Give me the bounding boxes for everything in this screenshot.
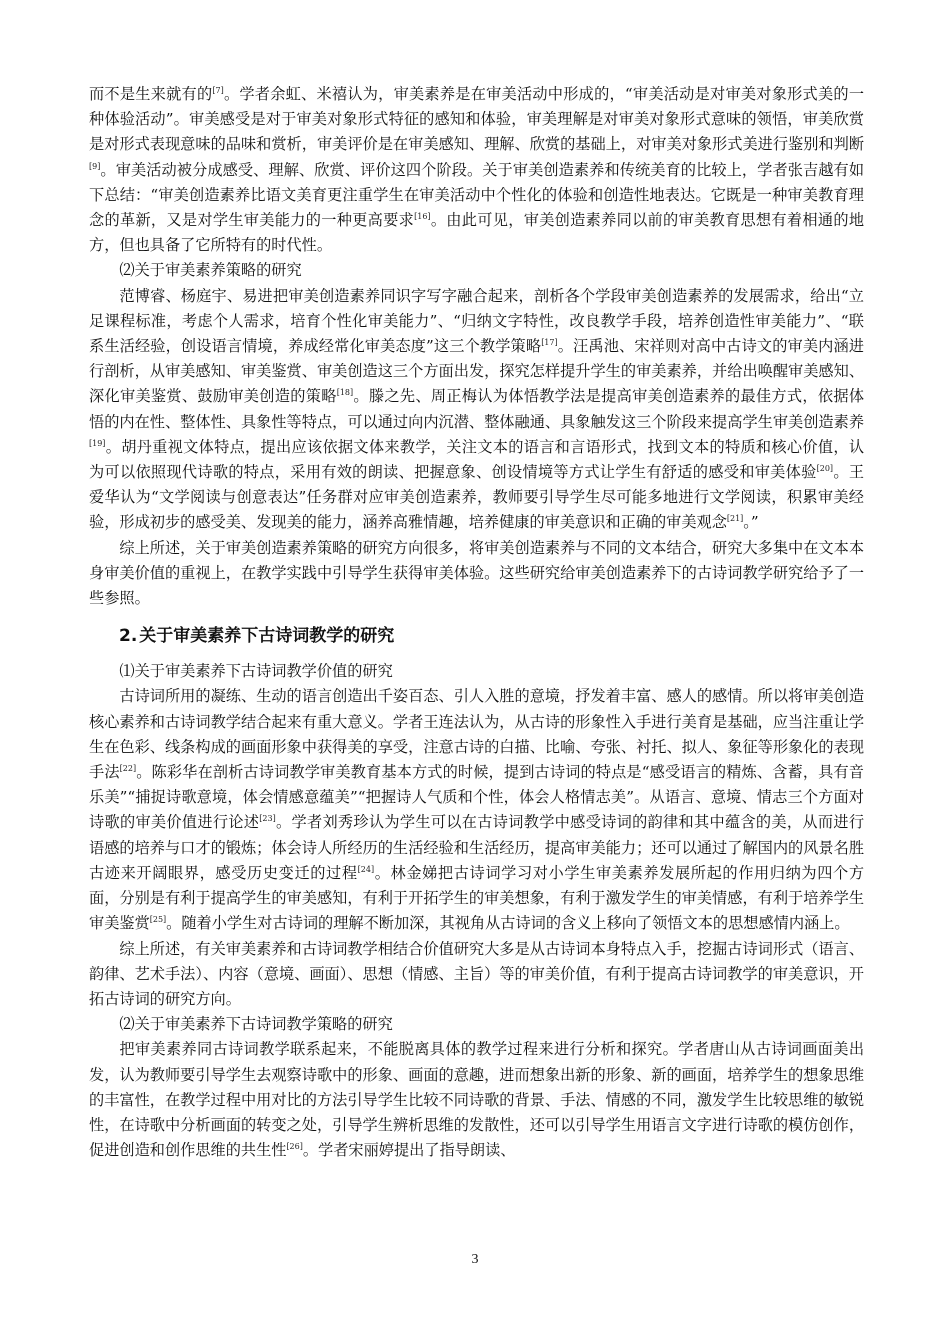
subheading-strategy-research: ⑵关于审美素养策略的研究 (119, 261, 302, 280)
paragraph-teaching-value-summary: 综上所述，有关审美素养和古诗词教学相结合价值研究大多是从古诗词本身特点入手，挖掘古诗词形式（语言、韵律、艺术手法）、内容（意境、画面）、思想（情感、主旨）等的审美价值，有利于提高古诗词教学的审美意识，开拓古诗词的研究方向。 (89, 939, 864, 1008)
citation-ref: [26] (286, 1142, 303, 1152)
text-run: 而不是生来就有的 (89, 85, 213, 103)
text-run: 。陈彩华在剖析古诗词教学审美教育基本方式的时候，提到古诗词的特点是“感受语言的精炼、含蓄，具有音乐美”“捕捉诗歌意境，体会情感意蕴美”“把握诗人气质和个性，体会人格情志美”。从语言、意境、情志三个方面对诗歌的审美价值进行论述 (89, 763, 864, 832)
subheading-teaching-strategy: ⑵关于审美素养下古诗词教学策略的研究 (119, 1015, 393, 1034)
text-run: 。林金娣把古诗词学习对小学生审美素养发展所起的作用归纳为四个方面，分别是有利于提高学生的审美感知，有利于开拓学生的审美想象，有利于激发学生的审美情感，有利于培养学生审美鉴赏 (89, 863, 865, 933)
paragraph-strategy-research (89, 284, 864, 536)
text-run: 。审美活动被分成感受、理解、欣赏、评价这四个阶段。关于审美创造素养和传统美育的比较上，学者张吉越有如下总结：“审美创造素养比语文美育更注重学生在审美活动中个性化的体验和创造性地表达。它既是一种审美教育理念的革新，又是对学生审美能力的一种更高要求 (89, 160, 864, 230)
text-run: 。由此可见，审美创造素养同以前的审美教育思想有着相通的地方，但也具备了它所特有的时代性。 (89, 211, 865, 255)
citation-ref: [24] (357, 864, 375, 874)
citation-ref: [22] (119, 764, 137, 774)
citation-ref: [17] (541, 338, 558, 348)
page-number: 3 (471, 1252, 479, 1267)
paragraph-aesthetic-literacy-definition (89, 82, 864, 258)
citation-ref: [7] (212, 86, 224, 95)
text-run: 。学者刘秀珍认为学生可以在古诗词教学中感受诗词的韵律和其中蕴含的美，从而进行语感的培养与口才的锻炼；体会诗人所经历的生活经验和生活经历，提高审美能力；还可以通过了解国内的风景名胜古迹来开阔眼界，感受历史变迁的过程 (89, 813, 865, 882)
subheading-teaching-value: ⑴关于审美素养下古诗词教学价值的研究 (119, 662, 393, 681)
text-run: 。王爱华认为“文学阅读与创意表达”任务群对应审美创造素养，教师要引导学生尽可能多地进行文学阅读，积累审美经验，形成初步的感受美、发现美的能力，涵养高雅情趣，培养健康的审美意识和正确的审美观念 (89, 463, 865, 532)
citation-ref: [21] (726, 514, 744, 524)
text-run: 范博睿、杨庭宇、易进把审美创造素养同识字写字融合起来，剖析各个学段审美创造素养的发展需求，给出“立足课程标准，考虑个人需求，培育个性化审美能力”、“归纳文字特性，改良教学手段，培养创造性审美能力”、“联系生活经验，创设语言情境，养成经常化审美态度”这三个教学策略 (89, 286, 864, 356)
document-body (89, 82, 864, 1163)
text-run: 古诗词所用的凝练、生动的语言创造出千姿百态、引人入胜的意境，抒发着丰富、感人的感情。所以将审美创造核心素养和古诗词教学结合起来有重大意义。学者王连法认为，从古诗的形象性入手进行美育是基础，应当注重让学生在色彩、线条构成的画面形象中获得美的享受，注意古诗的白描、比喻、夸张、衬托、拟人、象征等形象化的表现手法 (89, 687, 864, 782)
text-run: 。” (743, 513, 759, 532)
text-run: 。滕之先、周正梅认为体悟教学法是提高审美创造素养的最佳方式，依据体悟的内在性、整体性、具象性等特点，可以通过向内沉潜、整体融通、具象触发这三个阶段来提高学生审美创造素养 (89, 387, 865, 431)
text-run: 把审美素养同古诗词教学联系起来，不能脱离具体的教学过程来进行分析和探究。学者唐山从古诗词画面美出发，认为教师要引导学生去观察诗歌中的形象、画面的意趣，进而想象出新的形象、新的画面，培养学生的想象思维的丰富性，在教学过程中用对比的方法引导学生比较不同诗歌的背景、手法、情感的不同，激发学生比较思维的敏锐性，在诗歌中分析画面的转变之处，引导学生辨析思维的发散性，还可以引导学生用语言文字进行诗歌的模仿创作，促进创造和创作思维的共生性 (89, 1040, 864, 1160)
paragraph-strategy-summary: 综上所述，关于审美创造素养策略的研究方向很多，将审美创造素养与不同的文本结合，研究大多集中在文本本身审美价值的重视上，在教学实践中引导学生获得审美体验。这些研究给审美创造素养下的古诗词教学研究给予了一些参照。 (89, 538, 864, 608)
citation-ref: [25] (149, 915, 167, 925)
section-number: 2. (119, 626, 138, 647)
citation-ref: [18] (336, 388, 354, 398)
text-run: 。学者余虹、米禧认为，审美素养是在审美活动中形成的，“审美活动是对审美对象形式美的一种体验活动”。审美感受是对于审美对象形式特征的感知和体验，审美理解是对审美对象形式意味的领悟，审美欣赏是对形式表现意味的品味和赏析，审美评价是在审美感知、理解、欣赏的基础上，对审美对象形式美进行鉴别和判断 (89, 85, 865, 154)
text-run: 。胡丹重视文体特点，提出应该依据文体来教学，关注文本的语言和言语形式，找到文本的特质和核心价值，认为可以依照现代诗歌的特点，采用有效的朗读、把握意象、创设情境等方式让学生有舒适的感受和审美体验 (89, 437, 864, 482)
section-heading (89, 623, 864, 649)
text-run: 。学者宋丽婷提出了指导朗读、 (302, 1141, 516, 1160)
citation-ref: [19] (89, 438, 106, 448)
paragraph-teaching-strategy (89, 1037, 864, 1163)
citation-ref: [23] (259, 814, 276, 824)
citation-ref: [20] (816, 464, 834, 474)
citation-ref: [9] (89, 161, 101, 171)
text-run: 。汪禹池、宋祥则对高中古诗文的审美内涵进行剖析，从审美感知、审美鉴赏、审美创造这三个方面出发，探究怎样提升学生的审美素养，并给出唤醒审美感知、深化审美鉴赏、鼓励审美创造的策略 (89, 337, 865, 406)
citation-ref: [16] (414, 212, 431, 222)
text-run: 。随着小学生对古诗词的理解不断加深，其视角从古诗词的含义上移向了领悟文本的思想感情内涵上。 (166, 914, 850, 933)
paragraph-teaching-value (89, 684, 864, 936)
section-title: 关于审美素养下古诗词教学的研究 (139, 626, 395, 647)
